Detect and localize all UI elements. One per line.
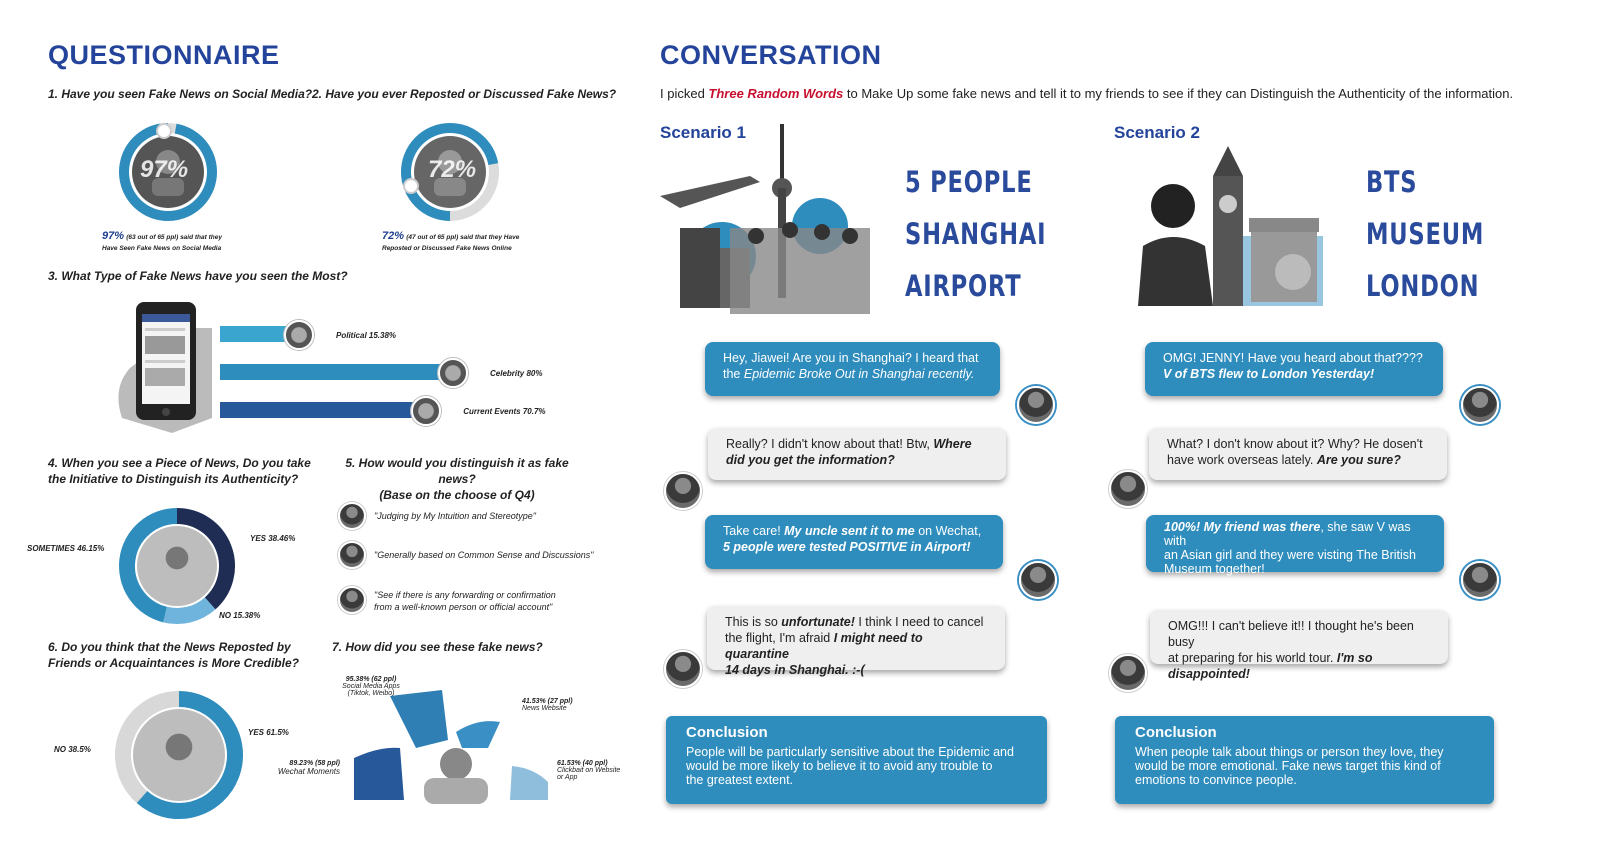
s2-conclusion: Conclusion When people talk about things or person they love, they would be more emotional. Fake news target this kind of emotions to convince people. [1115, 716, 1494, 804]
q4-question: 4. When you see a Piece of News, Do you take the Initiative to Distinguish its Authenticity? [48, 456, 311, 486]
q1-question: 1. Have you seen Fake News on Social Media? [48, 87, 313, 101]
s2-avatar-jenny-1 [1109, 470, 1147, 508]
q7-wechat-label: 89.23% (58 ppl) Wechat Moments [277, 760, 340, 776]
q5-avatar-1 [338, 502, 366, 530]
s2-avatar-jenny-2 [1109, 654, 1147, 692]
scenario-1-collage [660, 118, 882, 316]
q7-clickbait-label: 61.53% (40 ppl) Clickbait on Website or App [557, 760, 621, 781]
q5-avatar-3 [338, 586, 366, 614]
s1-conclusion: Conclusion People will be particularly sensitive about the Epidemic and would be more likely to believe it to avoid any trouble to the greatest extent. [666, 716, 1047, 804]
celebrity-icon [438, 358, 468, 388]
s2-message-3: 100%! My friend was there, she saw V was with an Asian girl and they were visting The British Museum together! [1146, 515, 1444, 572]
q5-quote-2: "Generally based on Common Sense and Discussions" [374, 550, 594, 560]
q3-bar-chart [200, 318, 600, 428]
q2-percent: 72% [428, 156, 477, 183]
q2-caption: 72% (47 out of 65 ppl) said that they Have [382, 230, 520, 242]
q2-question: 2. Have you ever Reposted or Discussed Fake News? [312, 87, 617, 101]
s1-avatar-jiawei-1 [1017, 386, 1055, 424]
s2-message-1: OMG! JENNY! Have you heard about that???? V of BTS flew to London Yesterday! [1145, 342, 1443, 396]
s1-message-1: Hey, Jiawei! Are you in Shanghai? I heard that the Epidemic Broke Out in Shanghai recently. [705, 342, 1000, 396]
donut-photo-head [166, 547, 189, 570]
s1-avatar-friend-1 [664, 472, 702, 510]
q7-news-website-label: 41.53% (27 ppl) News Website [522, 698, 573, 712]
q5-quote-3: "See if there is any forwarding or confirmation from a well-known person or official account" [374, 590, 556, 612]
s2-avatar-1 [1461, 386, 1499, 424]
s1-avatar-jiawei-2 [1019, 561, 1057, 599]
current-events-icon [411, 396, 441, 426]
q6-yes-label: YES 61.5% [248, 728, 289, 737]
bar-current-events [220, 402, 423, 418]
q3-question: 3. What Type of Fake News have you seen the Most? [48, 269, 348, 283]
q4-yes-label: YES 38.46% [250, 534, 296, 543]
bar-political-label: Political 15.38% [336, 331, 397, 340]
q4-donut [117, 506, 237, 626]
questionnaire-title: QUESTIONNAIRE [48, 40, 280, 70]
q6-donut [114, 690, 244, 820]
conversation-intro: I picked Three Random Words to Make Up some fake news and tell it to my friends to see if they can Distinguish the Authenticity of the information. [660, 86, 1514, 101]
q1-caption: 97% (63 out of 65 ppl) said that they [102, 230, 222, 242]
scenario-1-label: Scenario 1 [660, 123, 746, 142]
q7-social-media-label: 95.38% (62 ppl) Social Media Apps (Tiktok, Weibo) [342, 676, 400, 697]
q7-man-photo [440, 748, 472, 780]
q5-avatar-2 [338, 541, 366, 569]
s1-message-2: Really? I didn't know about that! Btw, Where did you get the information? [708, 428, 1006, 480]
scenario-1-words: 5 PEOPLE SHANGHAI AIRPORT [905, 165, 1047, 303]
scenario-2-collage [1133, 146, 1325, 306]
q7-clickbait-mark [510, 766, 548, 800]
q2-caption-2: Reposted or Discussed Fake News Online [382, 245, 512, 252]
q5-quote-1: "Judging by My Intuition and Stereotype" [374, 511, 536, 521]
q5-question: 5. How would you distinguish it as fake news? (Base on the choose of Q4) [345, 456, 569, 502]
political-icon [284, 320, 314, 350]
bar-current-events-label: Current Events 70.7% [463, 407, 546, 416]
s1-message-3: Take care! My uncle sent it to me on Wechat, 5 people were tested POSITIVE in Airport! [705, 515, 1003, 569]
conversation-title: CONVERSATION [660, 40, 882, 70]
q1-caption-2: Have Seen Fake News on Social Media [102, 245, 222, 252]
s2-avatar-2 [1461, 561, 1499, 599]
s1-message-4: This is so unfortunate! I think I need to cancel the flight, I'm afraid I might need to quarantine 14 days in Shanghai. :-( [707, 606, 1005, 670]
q7-question: 7. How did you see these fake news? [332, 640, 543, 654]
bar-celebrity [220, 364, 450, 380]
q6-question: 6. Do you think that the News Reposted by Friends or Acquaintances is More Credible? [48, 640, 299, 670]
q6-no-label: NO 38.5% [54, 745, 91, 754]
q4-sometimes-label: SOMETIMES 46.15% [27, 544, 105, 553]
q7-wechat-mark [354, 748, 404, 800]
s2-message-4: OMG!!! I can't believe it!! I thought he's been busy at preparing for his world tour. I'm so disappointed! [1150, 610, 1448, 664]
q1-percent: 97% [140, 156, 189, 183]
s2-message-2: What? I don't know about it? Why? He dosen't have work overseas lately. Are you sure? [1149, 428, 1447, 480]
q7-social-media-mark [390, 690, 448, 748]
donut-photo-head [166, 734, 193, 761]
q4-no-label: NO 15.38% [219, 611, 261, 620]
q7-news-website-mark [456, 721, 500, 748]
scenario-2-label: Scenario 2 [1114, 123, 1200, 142]
s1-avatar-friend-2 [664, 650, 702, 688]
bar-celebrity-label: Celebrity 80% [490, 369, 543, 378]
scenario-2-words: BTS MUSEUM LONDON [1366, 165, 1485, 303]
